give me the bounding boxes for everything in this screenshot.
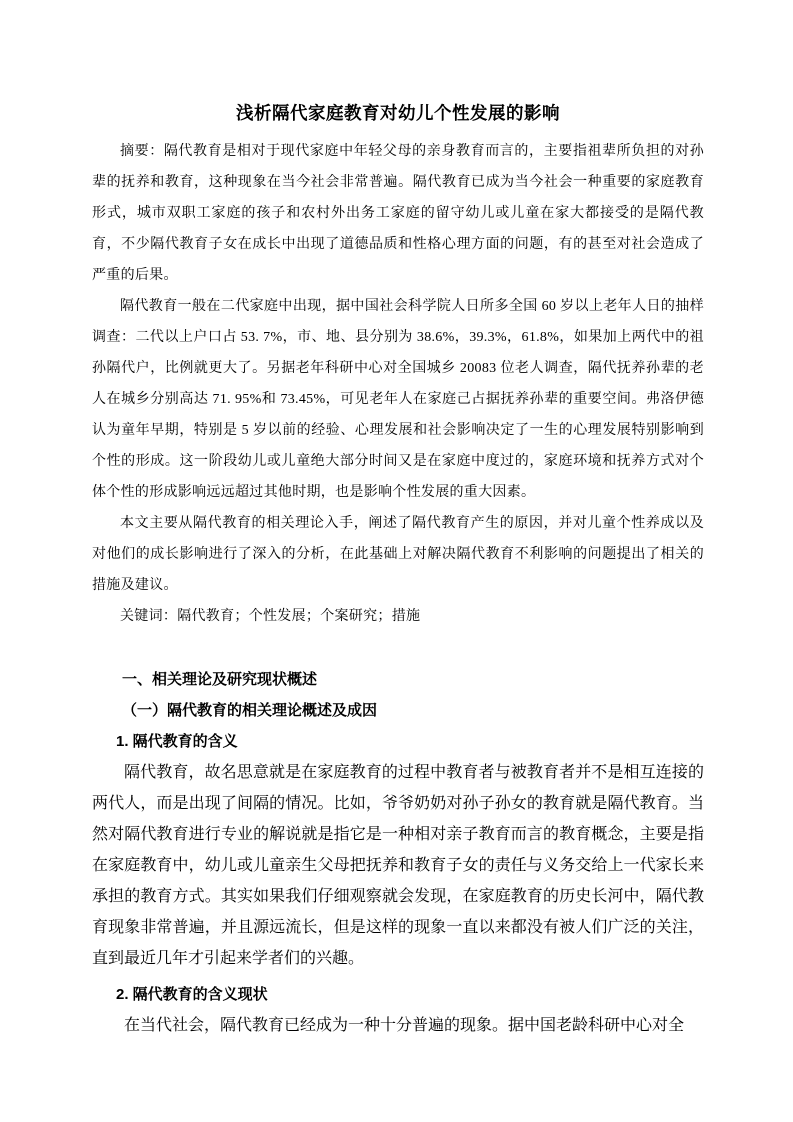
- keywords-line: 关键词：隔代教育；个性发展；个案研究；措施: [120, 609, 421, 624]
- section-heading-1: 一、相关理论及研究现状概述: [122, 671, 318, 688]
- body-paragraph-2: 在当代社会，隔代教育已经成为一种十分普遍的现象。据中国老龄科研中心对全: [124, 1017, 685, 1034]
- abstract-paragraph-3: 本文主要从隔代教育的相关理论入手，阐述了隔代教育产生的原因，并对儿童个性养成以及对他们的成长影响进行了深入的分析，在此基础上对解决隔代教育不利影响的问题提出了相关的措施及建议。: [92, 516, 704, 593]
- abstract-paragraph-1: 摘要：隔代教育是相对于现代家庭中年轻父母的亲身教育而言的，主要指祖辈所负担的对孙辈的抚养和教育，这种现象在当今社会非常普遍。隔代教育已成为当今社会一种重要的家庭教育形式，城市双职工家庭的孩子和农村外出务工家庭的留守幼儿或儿童在家大都接受的是隔代教育，不少隔代教育子女在成长中出现了道德品质和性格心理方面的问题，有的甚至对社会造成了严重的后果。: [92, 144, 704, 283]
- subsection-heading-2: 2. 隔代教育的含义现状: [116, 986, 268, 1003]
- subsection-heading-1: 1. 隔代教育的含义: [116, 733, 238, 750]
- section-heading-1-1: （一）隔代教育的相关理论概述及成因: [122, 702, 378, 719]
- document-title: 浅析隔代家庭教育对幼儿个性发展的影响: [236, 103, 560, 123]
- body-paragraph-1: 隔代教育，故名思意就是在家庭教育的过程中教育者与被教育者并不是相互连接的两代人，而是出现了间隔的情况。比如，爷爷奶奶对孙子孙女的教育就是隔代教育。当然对隔代教育进行专业的解说就是指它是一种相对亲子教育而言的教育概念，主要是指在家庭教育中，幼儿或儿童亲生父母把抚养和教育子女的责任与义务交给上一代家长来承担的教育方式。其实如果我们仔细观察就会发现，在家庭教育的历史长河中，隔代教育现象非常普遍，并且源远流长，但是这样的现象一直以来都没有被人们广泛的关注，直到最近几年才引起来学者们的兴趣。: [92, 764, 704, 967]
- page-content: [92, 0, 704, 1041]
- abstract-paragraph-2: 隔代教育一般在二代家庭中出现，据中国社会科学院人日所多全国 60 岁以上老年人日的抽样调查：二代以上户口占 53. 7%，市、地、县分别为 38.6%，39.3%，61.8%，如果加上两代中的祖孙隔代户，比例就更大了。另据老年科研中心对全国城乡 20083 位老人调查，隔代抚养孙辈的老人在城乡分别高达 71. 95%和 73.45%，可见老年人在家庭己占据抚养孙辈的重要空间。弗洛伊德认为童年早期，特别是 5 岁以前的经验、心理发展和社会影响决定了一生的心理发展特别影响到个性的形成。这一阶段幼儿或儿童绝大部分时间又是在家庭中度过的，家庭环境和抚养方式对个体个性的形成影响远远超过其他时期，也是影响个性发展的重大因素。: [92, 299, 704, 500]
